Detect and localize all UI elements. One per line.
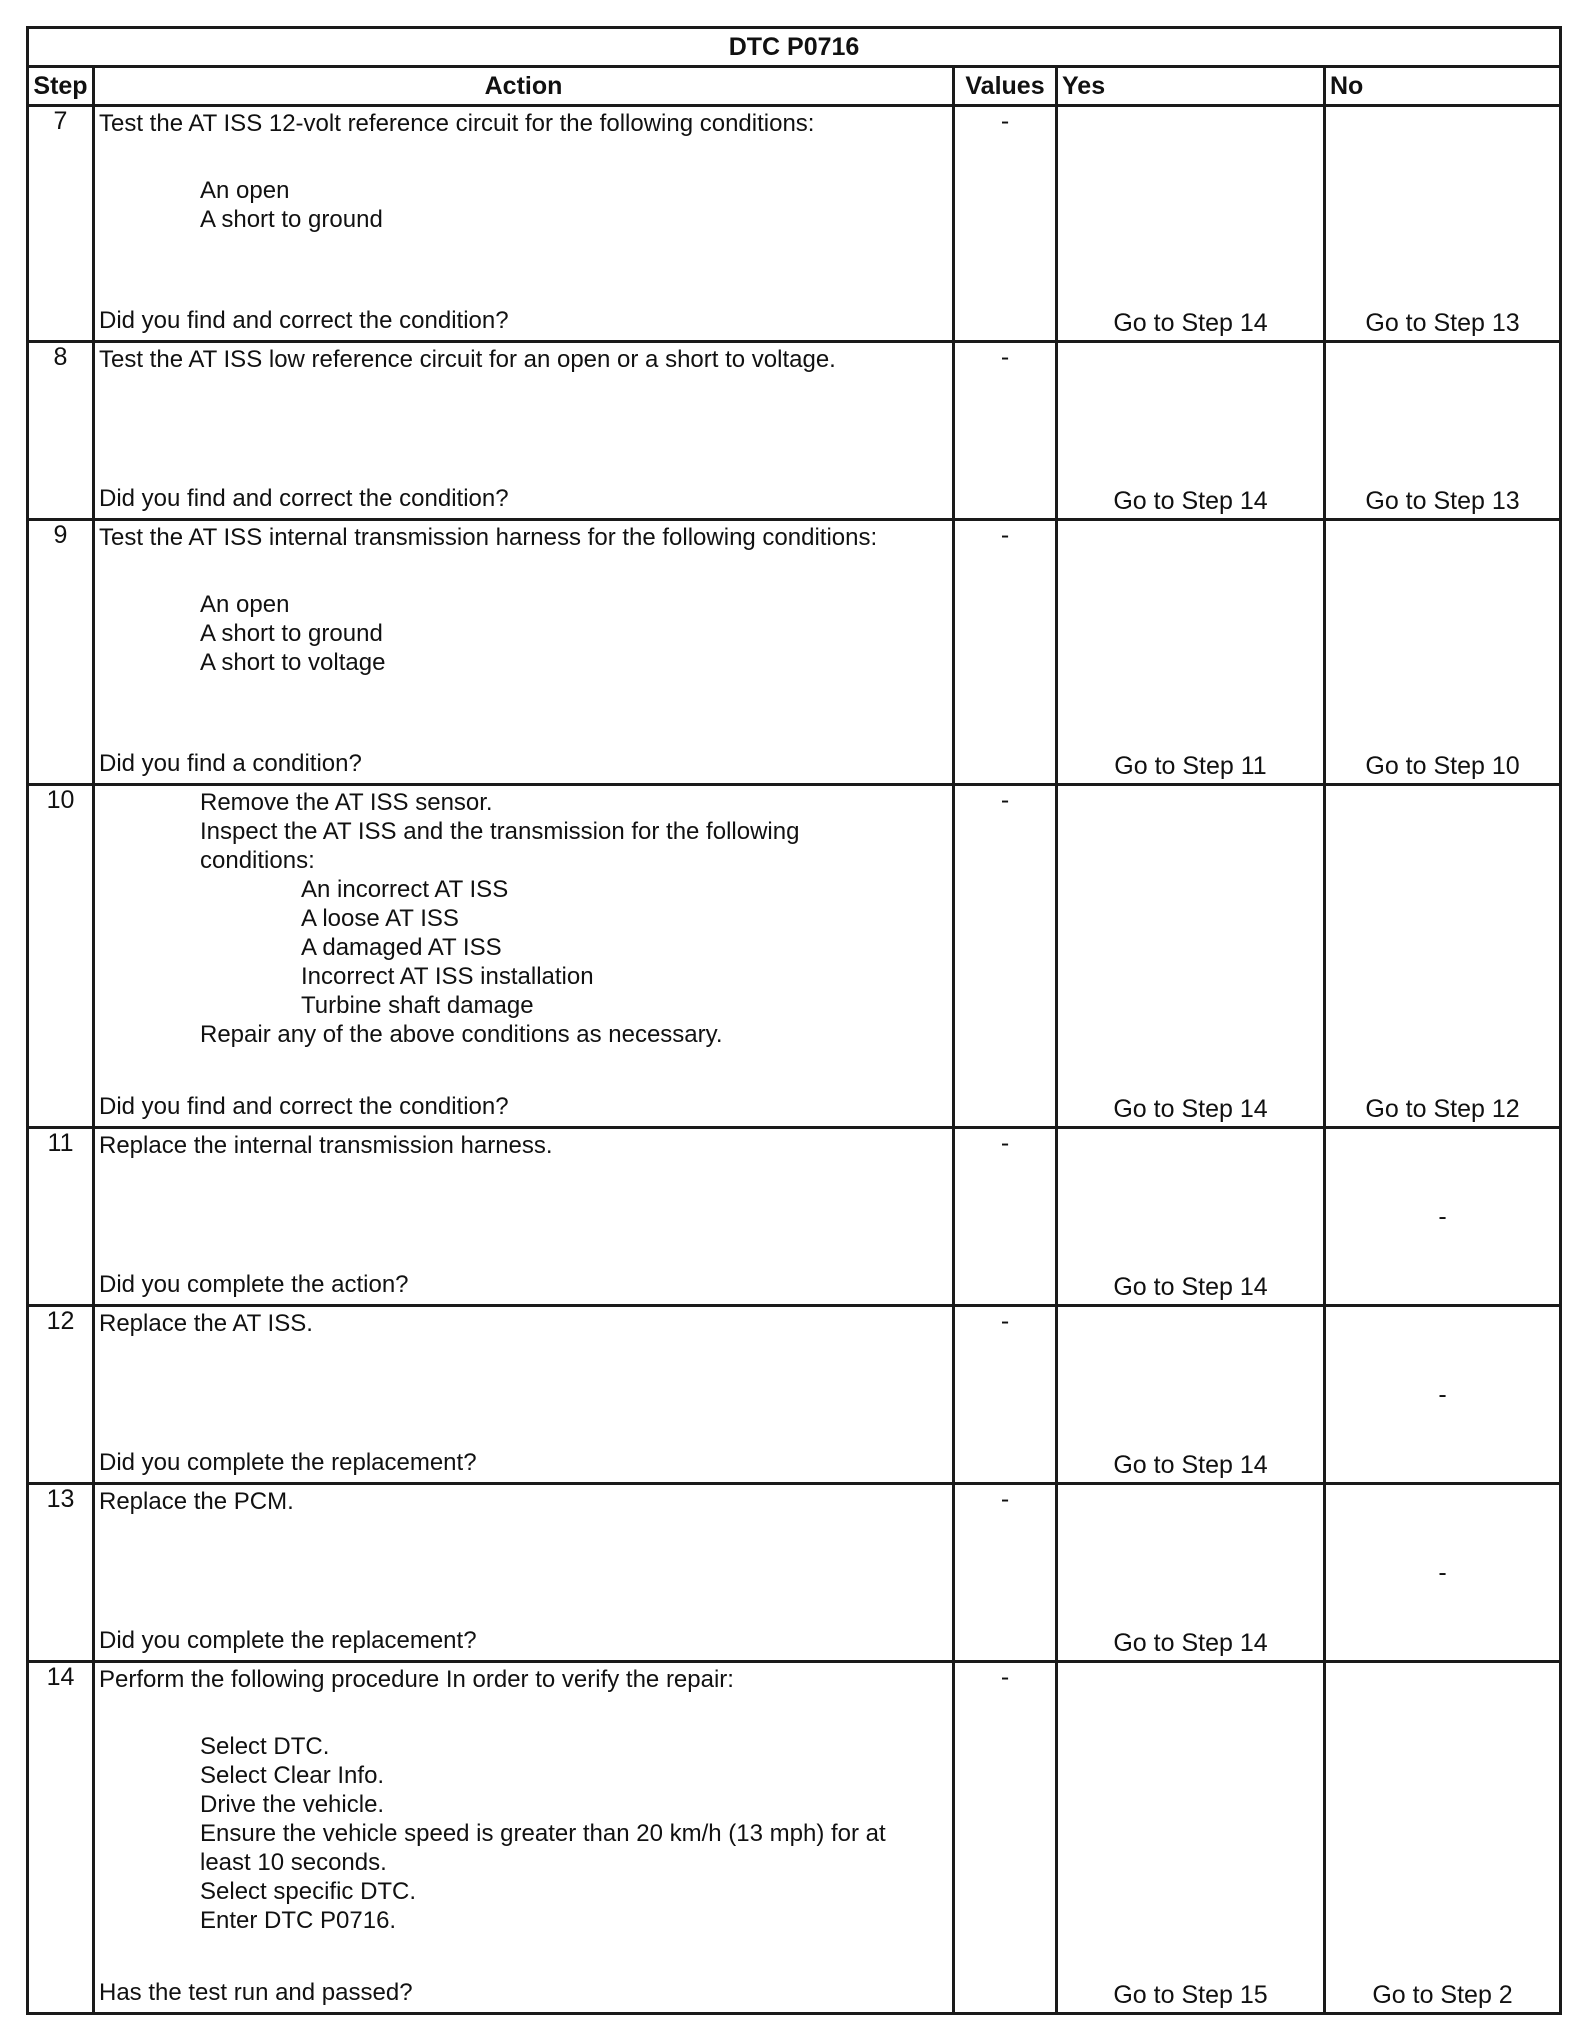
table-row bbox=[28, 1484, 1561, 1662]
no-cell bbox=[1325, 1306, 1561, 1484]
step-number: 13 bbox=[28, 1484, 94, 1662]
header-row bbox=[28, 67, 1561, 106]
yes-link[interactable]: Go to Step 15 bbox=[1113, 1981, 1268, 2009]
action-cell bbox=[94, 1484, 954, 1662]
action-line: Inspect the AT ISS and the transmission for the following bbox=[200, 818, 800, 845]
condition-item: A short to voltage bbox=[200, 649, 386, 676]
condition-item: An open bbox=[200, 591, 290, 618]
step-number: 11 bbox=[28, 1128, 94, 1306]
yes-link[interactable]: Go to Step 14 bbox=[1113, 487, 1268, 515]
step-number: 9 bbox=[28, 520, 94, 785]
no-link[interactable]: Go to Step 12 bbox=[1365, 1095, 1520, 1123]
action-question: Did you complete the replacement? bbox=[99, 1449, 477, 1476]
procedure-item: Select Clear Info. bbox=[200, 1762, 385, 1789]
condition-item: A short to ground bbox=[200, 620, 383, 647]
step-number: 10 bbox=[28, 785, 94, 1128]
action-intro: Test the AT ISS 12-volt reference circuit for the following conditions: bbox=[99, 110, 815, 137]
table-row bbox=[28, 785, 1561, 1128]
action-intro: Test the AT ISS low reference circuit for an open or a short to voltage. bbox=[99, 346, 836, 373]
yes-cell bbox=[1057, 1128, 1325, 1306]
yes-cell bbox=[1057, 1662, 1325, 2014]
header-values: Values bbox=[954, 67, 1057, 106]
action-question: Did you find and correct the condition? bbox=[99, 1093, 509, 1120]
yes-cell bbox=[1057, 520, 1325, 785]
yes-cell bbox=[1057, 1484, 1325, 1662]
action-question: Has the test run and passed? bbox=[99, 1979, 413, 2006]
procedure-item: Drive the vehicle. bbox=[200, 1791, 385, 1818]
action-intro: Replace the AT ISS. bbox=[99, 1310, 313, 1337]
condition-item: Turbine shaft damage bbox=[301, 992, 534, 1019]
no-link[interactable]: Go to Step 10 bbox=[1365, 752, 1520, 780]
step-number: 7 bbox=[28, 106, 94, 342]
action-cell bbox=[94, 785, 954, 1128]
table-row bbox=[28, 342, 1561, 520]
no-value: - bbox=[1438, 1380, 1447, 1408]
action-cell bbox=[94, 520, 954, 785]
no-link[interactable]: Go to Step 2 bbox=[1372, 1981, 1513, 2009]
header-step: Step bbox=[28, 67, 94, 106]
yes-link[interactable]: Go to Step 14 bbox=[1113, 1095, 1268, 1123]
action-question: Did you find a condition? bbox=[99, 750, 362, 777]
step-number: 8 bbox=[28, 342, 94, 520]
values-cell: - bbox=[954, 1662, 1057, 2014]
procedure-item: least 10 seconds. bbox=[200, 1849, 387, 1876]
condition-item: An open bbox=[200, 177, 290, 204]
no-cell bbox=[1325, 1484, 1561, 1662]
action-cell bbox=[94, 342, 954, 520]
values-cell: - bbox=[954, 785, 1057, 1128]
condition-item: A loose AT ISS bbox=[301, 905, 459, 932]
action-cell bbox=[94, 106, 954, 342]
action-intro: Replace the internal transmission harness. bbox=[99, 1132, 553, 1159]
no-link[interactable]: Go to Step 13 bbox=[1365, 309, 1520, 337]
values-cell: - bbox=[954, 1128, 1057, 1306]
step-number: 12 bbox=[28, 1306, 94, 1484]
action-intro: Test the AT ISS internal transmission harness for the following conditions: bbox=[99, 524, 878, 551]
action-intro: Replace the PCM. bbox=[99, 1488, 294, 1515]
yes-cell bbox=[1057, 1306, 1325, 1484]
yes-link[interactable]: Go to Step 14 bbox=[1113, 1629, 1268, 1657]
action-question: Did you find and correct the condition? bbox=[99, 307, 509, 334]
procedure-item: Select DTC. bbox=[200, 1733, 330, 1760]
action-line: Repair any of the above conditions as necessary. bbox=[200, 1021, 723, 1048]
header-action: Action bbox=[94, 67, 954, 106]
no-cell bbox=[1325, 785, 1561, 1128]
procedure-item: Select specific DTC. bbox=[200, 1878, 417, 1905]
condition-item: An incorrect AT ISS bbox=[301, 876, 509, 903]
table-row bbox=[28, 1662, 1561, 2014]
values-cell: - bbox=[954, 342, 1057, 520]
no-cell bbox=[1325, 342, 1561, 520]
yes-cell bbox=[1057, 342, 1325, 520]
action-line: conditions: bbox=[200, 847, 315, 874]
procedure-item: Enter DTC P0716. bbox=[200, 1907, 397, 1934]
values-cell: - bbox=[954, 1484, 1057, 1662]
yes-cell bbox=[1057, 785, 1325, 1128]
action-question: Did you complete the action? bbox=[99, 1271, 409, 1298]
action-question: Did you complete the replacement? bbox=[99, 1627, 477, 1654]
yes-cell bbox=[1057, 106, 1325, 342]
values-cell: - bbox=[954, 520, 1057, 785]
procedure-item: Ensure the vehicle speed is greater than 20 km/h (13 mph) for at bbox=[200, 1820, 886, 1847]
header-no: No bbox=[1325, 67, 1561, 106]
step-number: 14 bbox=[28, 1662, 94, 2014]
action-intro: Perform the following procedure In order to verify the repair: bbox=[99, 1666, 734, 1693]
no-cell bbox=[1325, 106, 1561, 342]
table-row bbox=[28, 520, 1561, 785]
yes-link[interactable]: Go to Step 14 bbox=[1113, 1273, 1268, 1301]
action-line: Remove the AT ISS sensor. bbox=[200, 789, 493, 816]
action-cell bbox=[94, 1128, 954, 1306]
table-title: DTC P0716 bbox=[28, 28, 1561, 67]
yes-link[interactable]: Go to Step 14 bbox=[1113, 1451, 1268, 1479]
values-cell: - bbox=[954, 1306, 1057, 1484]
dtc-table bbox=[26, 26, 1562, 2015]
no-cell bbox=[1325, 1128, 1561, 1306]
table-row bbox=[28, 1306, 1561, 1484]
header-yes: Yes bbox=[1057, 67, 1325, 106]
no-value: - bbox=[1438, 1558, 1447, 1586]
yes-link[interactable]: Go to Step 14 bbox=[1113, 309, 1268, 337]
table-row bbox=[28, 106, 1561, 342]
condition-item: Incorrect AT ISS installation bbox=[301, 963, 594, 990]
no-cell bbox=[1325, 520, 1561, 785]
action-question: Did you find and correct the condition? bbox=[99, 485, 509, 512]
table-row bbox=[28, 1128, 1561, 1306]
yes-link[interactable]: Go to Step 11 bbox=[1114, 752, 1267, 780]
no-cell bbox=[1325, 1662, 1561, 2014]
condition-item: A damaged AT ISS bbox=[301, 934, 502, 961]
action-cell bbox=[94, 1306, 954, 1484]
action-cell bbox=[94, 1662, 954, 2014]
values-cell: - bbox=[954, 106, 1057, 342]
condition-item: A short to ground bbox=[200, 206, 383, 233]
no-value: - bbox=[1438, 1202, 1447, 1230]
no-link[interactable]: Go to Step 13 bbox=[1365, 487, 1520, 515]
